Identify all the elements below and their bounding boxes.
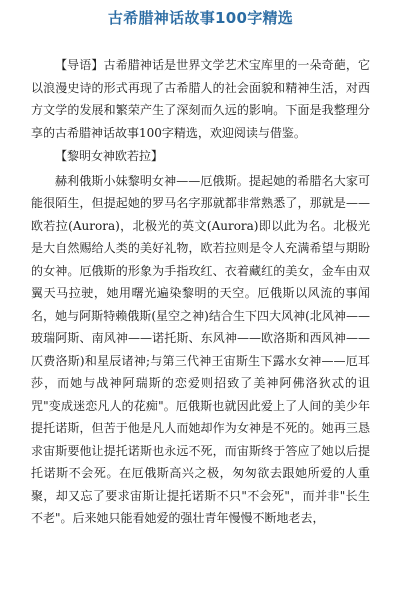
- page-title: 古希腊神话故事100字精选: [107, 9, 294, 27]
- section-heading: 【黎明女神欧若拉】: [55, 149, 164, 163]
- intro-paragraph: 【导语】古希腊神话是世界文学艺术宝库里的一朵奇葩，它以浪漫史诗的形式再现了古希腊人的社会面貌和精神生活，对西方文学的发展和繁荣产生了深刻而久远的影响。下面是我整理分享的古希腊神话故事100字精选，欢迎阅读与借鉴。: [31, 58, 370, 140]
- story-paragraph: 赫利俄斯小妹黎明女神——厄俄斯。提起她的希腊名大家可能很陌生，但提起她的罗马名字那就都非常熟悉了，那就是——欧若拉(Aurora)，北极光的英文(Aurora)即以此为名。北极光是大自然赐给人类的美好礼物，欧若拉则是令人充满希望与期盼的女神。厄俄斯的形象为手指玫红、衣着藏红的美女，金车由双翼天马拉驶，她用曙光遍染黎明的天空。厄俄斯以风流的事闻名，她与阿斯特赖俄斯(星空之神)结合生下四大风神(北风神——玻瑞阿斯、南风神——诺托斯、东风神——欧洛斯和西风神——仄费洛斯)和星辰诸神;与第三代神王宙斯生下露水女神——厄耳莎，而她与战神阿瑞斯的恋爱则招致了美神阿佛洛狄忒的诅咒"变成迷恋凡人的花痴"。厄俄斯也就因此爱上了人间的美少年提托诺斯，但苦于他是凡人而她却作为女神是不死的。她再三恳求宙斯要他让提托诺斯也永远不死，而宙斯终于答应了她以后提托诺斯不会死。在厄俄斯高兴之极，匆匆欲去跟她所爱的人重聚，却又忘了要求宙斯让提托诺斯不只"不会死"，而并非"长生不老"。后来她只能看她爱的强壮青年慢慢不断地老去，: [31, 173, 370, 525]
